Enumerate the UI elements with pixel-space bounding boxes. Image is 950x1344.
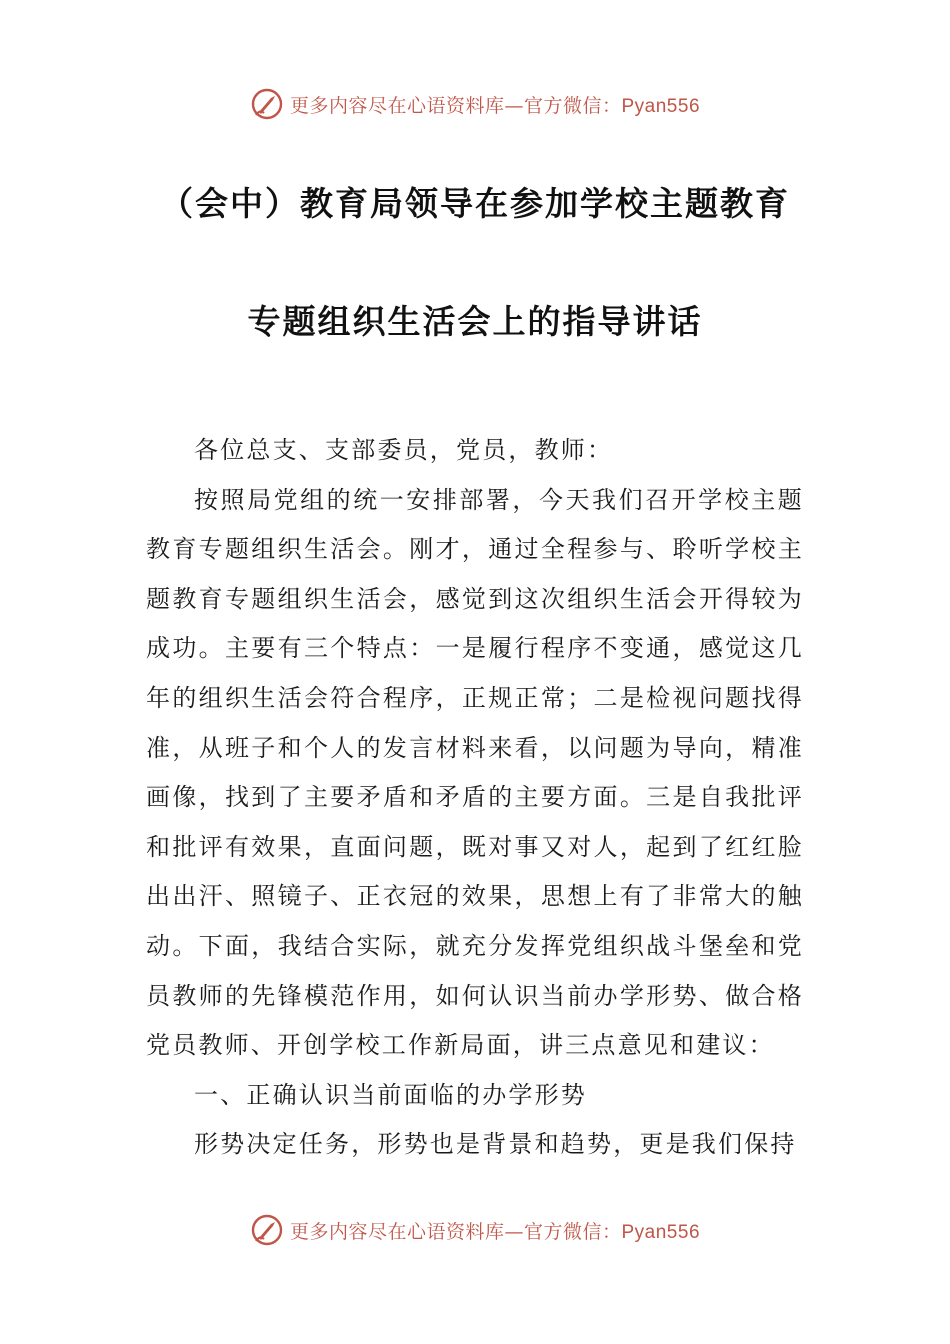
section-heading: 一、正确认识当前面临的办学形势	[194, 1080, 587, 1109]
body-paragraph: 按照局党组的统一安排部署，今天我们召开学校主题教育专题组织生活会。刚才，通过全程参与、聆听学校主题教育专题组织生活会，感觉到这次组织生活会开得较为成功。主要有三个特点：一是履行程序不变通，感觉这几年的组织生活会符合程序，正规正常；二是检视问题找得准，从班子和个人的发言材料来看，以问题为导向，精准画像，找到了主要矛盾和矛盾的主要方面。三是自我批评和批评有效果，直面问题，既对事又对人，起到了红红脸出出汗、照镜子、正衣冠的效果，思想上有了非常大的触动。下面，我结合实际，就充分发挥党组织战斗堡垒和党员教师的先锋模范作用，如何认识当前办学形势、做合格党员教师、开创学校工作新局面，讲三点意见和建议：	[146, 485, 804, 1060]
body-paragraph: 形势决定任务，形势也是背景和趋势，更是我们保持	[194, 1130, 797, 1159]
footer-watermark	[0, 1210, 950, 1250]
pen-nib-icon	[250, 87, 284, 121]
watermark-text: 更多内容尽在心语资料库—官方微信：Pyan556	[289, 94, 701, 117]
document-body	[146, 426, 804, 1170]
salutation: 各位总支、支部委员，党员，教师：	[194, 436, 614, 464]
document-title-line-1: （会中）教育局领导在参加学校主题教育	[160, 184, 790, 223]
watermark-handle: Pyan556	[621, 95, 701, 117]
watermark-handle: Pyan556	[621, 1221, 701, 1243]
header-watermark	[0, 84, 950, 124]
watermark-text: 更多内容尽在心语资料库—官方微信：Pyan556	[289, 1220, 701, 1243]
document-title-line-2: 专题组织生活会上的指导讲话	[247, 302, 703, 341]
pen-nib-icon	[250, 1213, 284, 1247]
